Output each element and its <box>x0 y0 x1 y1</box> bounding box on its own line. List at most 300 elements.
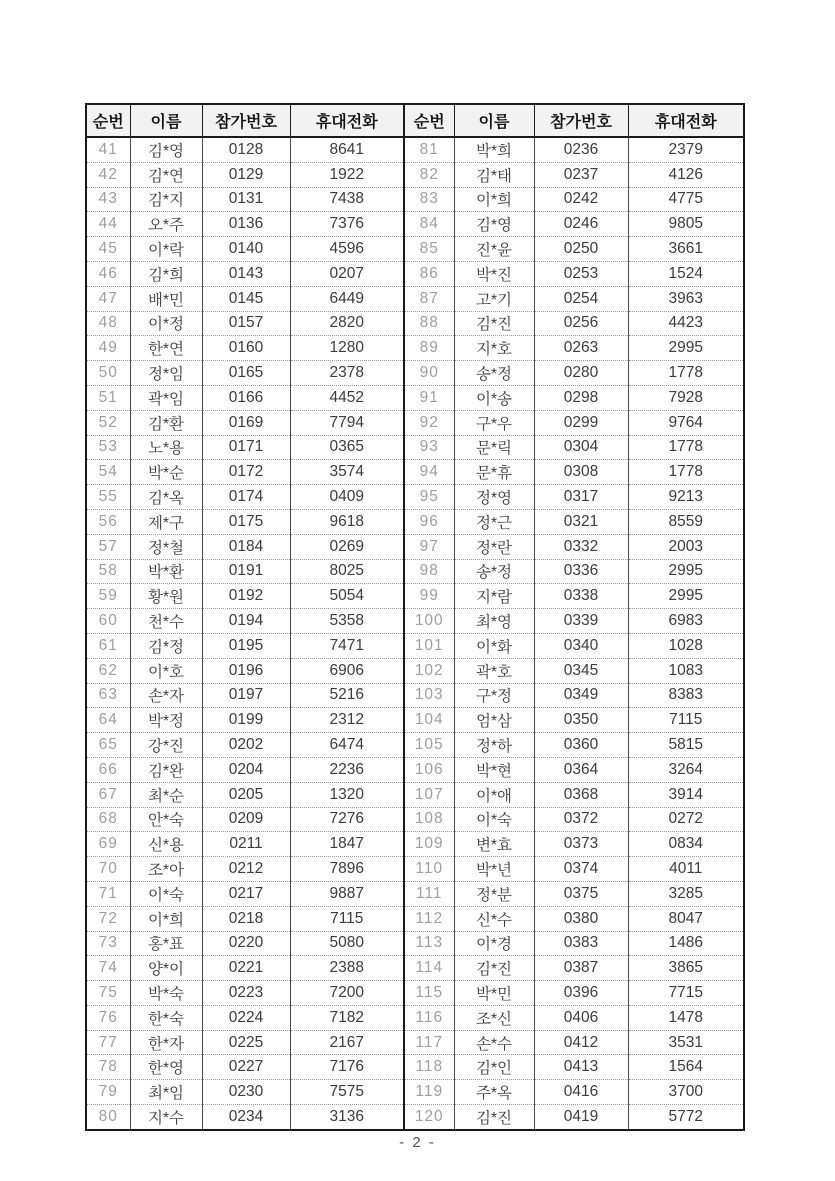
header-seq-left: 순번 <box>86 104 130 137</box>
table-row <box>86 336 744 361</box>
number-cell: 0230 <box>202 1080 290 1105</box>
phone-cell: 6906 <box>290 658 404 683</box>
number-cell: 0339 <box>534 609 628 634</box>
phone-cell: 1028 <box>628 633 744 658</box>
number-cell: 0383 <box>534 931 628 956</box>
phone-cell: 5216 <box>290 683 404 708</box>
number-cell: 0253 <box>534 261 628 286</box>
number-cell: 0209 <box>202 807 290 832</box>
name-cell: 조*신 <box>454 1005 534 1030</box>
phone-cell: 1280 <box>290 336 404 361</box>
number-cell: 0218 <box>202 906 290 931</box>
name-cell: 박*숙 <box>130 981 202 1006</box>
table-row <box>86 733 744 758</box>
table-row <box>86 956 744 981</box>
table-row <box>86 435 744 460</box>
number-cell: 0212 <box>202 857 290 882</box>
phone-cell: 1778 <box>628 460 744 485</box>
table-row <box>86 757 744 782</box>
phone-cell: 1524 <box>628 261 744 286</box>
name-cell: 한*숙 <box>130 1005 202 1030</box>
table-row <box>86 261 744 286</box>
name-cell: 이*화 <box>454 633 534 658</box>
phone-cell: 0272 <box>628 807 744 832</box>
table-row <box>86 584 744 609</box>
name-cell: 엄*삼 <box>454 708 534 733</box>
number-cell: 0280 <box>534 361 628 386</box>
number-cell: 0298 <box>534 385 628 410</box>
seq-cell: 67 <box>86 782 130 807</box>
number-cell: 0373 <box>534 832 628 857</box>
seq-cell: 60 <box>86 609 130 634</box>
name-cell: 송*정 <box>454 361 534 386</box>
name-cell: 김*환 <box>130 410 202 435</box>
seq-cell: 59 <box>86 584 130 609</box>
phone-cell: 9805 <box>628 212 744 237</box>
seq-cell: 66 <box>86 757 130 782</box>
phone-cell: 3531 <box>628 1030 744 1055</box>
seq-cell: 83 <box>404 187 454 212</box>
number-cell: 0165 <box>202 361 290 386</box>
table-row <box>86 460 744 485</box>
table-row <box>86 981 744 1006</box>
seq-cell: 69 <box>86 832 130 857</box>
table-row <box>86 485 744 510</box>
table-row <box>86 633 744 658</box>
table-row <box>86 162 744 187</box>
phone-cell: 1778 <box>628 361 744 386</box>
seq-cell: 108 <box>404 807 454 832</box>
number-cell: 0169 <box>202 410 290 435</box>
table-row <box>86 237 744 262</box>
table-row <box>86 881 744 906</box>
number-cell: 0217 <box>202 881 290 906</box>
number-cell: 0256 <box>534 311 628 336</box>
header-phone-right: 휴대전화 <box>628 104 744 137</box>
number-cell: 0145 <box>202 286 290 311</box>
name-cell: 지*호 <box>454 336 534 361</box>
seq-cell: 110 <box>404 857 454 882</box>
phone-cell: 0207 <box>290 261 404 286</box>
phone-cell: 7176 <box>290 1055 404 1080</box>
phone-cell: 7715 <box>628 981 744 1006</box>
number-cell: 0380 <box>534 906 628 931</box>
table-row <box>86 212 744 237</box>
table-row <box>86 1080 744 1105</box>
seq-cell: 97 <box>404 534 454 559</box>
number-cell: 0372 <box>534 807 628 832</box>
phone-cell: 2167 <box>290 1030 404 1055</box>
table-row <box>86 410 744 435</box>
name-cell: 제*구 <box>130 509 202 534</box>
name-cell: 최*순 <box>130 782 202 807</box>
phone-cell: 9618 <box>290 509 404 534</box>
name-cell: 한*자 <box>130 1030 202 1055</box>
name-cell: 주*옥 <box>454 1080 534 1105</box>
phone-cell: 0834 <box>628 832 744 857</box>
name-cell: 조*아 <box>130 857 202 882</box>
seq-cell: 44 <box>86 212 130 237</box>
number-cell: 0223 <box>202 981 290 1006</box>
seq-cell: 109 <box>404 832 454 857</box>
table-row <box>86 559 744 584</box>
seq-cell: 63 <box>86 683 130 708</box>
name-cell: 정*분 <box>454 881 534 906</box>
number-cell: 0242 <box>534 187 628 212</box>
table-row <box>86 683 744 708</box>
name-cell: 문*릭 <box>454 435 534 460</box>
table-row <box>86 658 744 683</box>
number-cell: 0225 <box>202 1030 290 1055</box>
seq-cell: 71 <box>86 881 130 906</box>
number-cell: 0412 <box>534 1030 628 1055</box>
seq-cell: 45 <box>86 237 130 262</box>
name-cell: 노*용 <box>130 435 202 460</box>
seq-cell: 70 <box>86 857 130 882</box>
name-cell: 김*영 <box>454 212 534 237</box>
table-row <box>86 1055 744 1080</box>
phone-cell: 7182 <box>290 1005 404 1030</box>
phone-cell: 8641 <box>290 137 404 162</box>
number-cell: 0304 <box>534 435 628 460</box>
phone-cell: 1478 <box>628 1005 744 1030</box>
number-cell: 0140 <box>202 237 290 262</box>
number-cell: 0199 <box>202 708 290 733</box>
name-cell: 박*희 <box>454 137 534 162</box>
seq-cell: 120 <box>404 1105 454 1130</box>
table-row <box>86 807 744 832</box>
seq-cell: 105 <box>404 733 454 758</box>
phone-cell: 3285 <box>628 881 744 906</box>
name-cell: 배*민 <box>130 286 202 311</box>
number-cell: 0416 <box>534 1080 628 1105</box>
number-cell: 0345 <box>534 658 628 683</box>
number-cell: 0157 <box>202 311 290 336</box>
seq-cell: 68 <box>86 807 130 832</box>
name-cell: 신*용 <box>130 832 202 857</box>
name-cell: 진*윤 <box>454 237 534 262</box>
seq-cell: 104 <box>404 708 454 733</box>
number-cell: 0195 <box>202 633 290 658</box>
number-cell: 0204 <box>202 757 290 782</box>
number-cell: 0350 <box>534 708 628 733</box>
phone-cell: 3700 <box>628 1080 744 1105</box>
number-cell: 0237 <box>534 162 628 187</box>
table-row <box>86 361 744 386</box>
phone-cell: 7794 <box>290 410 404 435</box>
name-cell: 김*영 <box>130 137 202 162</box>
phone-cell: 2995 <box>628 584 744 609</box>
table-row <box>86 286 744 311</box>
table-row <box>86 1105 744 1130</box>
number-cell: 0374 <box>534 857 628 882</box>
name-cell: 김*진 <box>454 311 534 336</box>
seq-cell: 98 <box>404 559 454 584</box>
number-cell: 0175 <box>202 509 290 534</box>
table-row <box>86 708 744 733</box>
name-cell: 김*옥 <box>130 485 202 510</box>
phone-cell: 3264 <box>628 757 744 782</box>
name-cell: 문*휴 <box>454 460 534 485</box>
phone-cell: 1564 <box>628 1055 744 1080</box>
phone-cell: 5772 <box>628 1105 744 1130</box>
number-cell: 0128 <box>202 137 290 162</box>
phone-cell: 3136 <box>290 1105 404 1130</box>
number-cell: 0317 <box>534 485 628 510</box>
phone-cell: 6474 <box>290 733 404 758</box>
number-cell: 0143 <box>202 261 290 286</box>
name-cell: 정*란 <box>454 534 534 559</box>
number-cell: 0332 <box>534 534 628 559</box>
seq-cell: 87 <box>404 286 454 311</box>
phone-cell: 8047 <box>628 906 744 931</box>
name-cell: 홍*표 <box>130 931 202 956</box>
seq-cell: 107 <box>404 782 454 807</box>
table-row <box>86 1030 744 1055</box>
seq-cell: 52 <box>86 410 130 435</box>
phone-cell: 2003 <box>628 534 744 559</box>
phone-cell: 4596 <box>290 237 404 262</box>
seq-cell: 86 <box>404 261 454 286</box>
name-cell: 김*완 <box>130 757 202 782</box>
number-cell: 0205 <box>202 782 290 807</box>
phone-cell: 6983 <box>628 609 744 634</box>
name-cell: 손*자 <box>130 683 202 708</box>
phone-cell: 1320 <box>290 782 404 807</box>
seq-cell: 117 <box>404 1030 454 1055</box>
header-phone-left: 휴대전화 <box>290 104 404 137</box>
seq-cell: 64 <box>86 708 130 733</box>
name-cell: 박*정 <box>130 708 202 733</box>
seq-cell: 106 <box>404 757 454 782</box>
number-cell: 0321 <box>534 509 628 534</box>
phone-cell: 4126 <box>628 162 744 187</box>
seq-cell: 82 <box>404 162 454 187</box>
seq-cell: 78 <box>86 1055 130 1080</box>
number-cell: 0419 <box>534 1105 628 1130</box>
number-cell: 0197 <box>202 683 290 708</box>
seq-cell: 48 <box>86 311 130 336</box>
phone-cell: 2995 <box>628 336 744 361</box>
number-cell: 0196 <box>202 658 290 683</box>
table-row <box>86 782 744 807</box>
table-row <box>86 509 744 534</box>
name-cell: 오*주 <box>130 212 202 237</box>
phone-cell: 2820 <box>290 311 404 336</box>
phone-cell: 7471 <box>290 633 404 658</box>
table-header-row <box>86 104 744 137</box>
seq-cell: 93 <box>404 435 454 460</box>
seq-cell: 101 <box>404 633 454 658</box>
name-cell: 박*진 <box>454 261 534 286</box>
number-cell: 0254 <box>534 286 628 311</box>
number-cell: 0174 <box>202 485 290 510</box>
name-cell: 최*영 <box>454 609 534 634</box>
name-cell: 안*숙 <box>130 807 202 832</box>
phone-cell: 9213 <box>628 485 744 510</box>
seq-cell: 57 <box>86 534 130 559</box>
phone-cell: 5815 <box>628 733 744 758</box>
phone-cell: 6449 <box>290 286 404 311</box>
seq-cell: 42 <box>86 162 130 187</box>
phone-cell: 9887 <box>290 881 404 906</box>
table-row <box>86 1005 744 1030</box>
phone-cell: 0409 <box>290 485 404 510</box>
phone-cell: 3865 <box>628 956 744 981</box>
name-cell: 이*희 <box>454 187 534 212</box>
phone-cell: 3914 <box>628 782 744 807</box>
seq-cell: 94 <box>404 460 454 485</box>
name-cell: 정*하 <box>454 733 534 758</box>
name-cell: 지*수 <box>130 1105 202 1130</box>
seq-cell: 75 <box>86 981 130 1006</box>
seq-cell: 85 <box>404 237 454 262</box>
seq-cell: 114 <box>404 956 454 981</box>
name-cell: 김*희 <box>130 261 202 286</box>
number-cell: 0184 <box>202 534 290 559</box>
header-name-right: 이름 <box>454 104 534 137</box>
number-cell: 0194 <box>202 609 290 634</box>
seq-cell: 62 <box>86 658 130 683</box>
name-cell: 이*경 <box>454 931 534 956</box>
phone-cell: 1922 <box>290 162 404 187</box>
seq-cell: 46 <box>86 261 130 286</box>
phone-cell: 1486 <box>628 931 744 956</box>
seq-cell: 92 <box>404 410 454 435</box>
name-cell: 지*람 <box>454 584 534 609</box>
name-cell: 한*영 <box>130 1055 202 1080</box>
name-cell: 이*락 <box>130 237 202 262</box>
seq-cell: 41 <box>86 137 130 162</box>
name-cell: 김*태 <box>454 162 534 187</box>
seq-cell: 79 <box>86 1080 130 1105</box>
seq-cell: 119 <box>404 1080 454 1105</box>
seq-cell: 55 <box>86 485 130 510</box>
number-cell: 0336 <box>534 559 628 584</box>
number-cell: 0129 <box>202 162 290 187</box>
number-cell: 0171 <box>202 435 290 460</box>
name-cell: 박*순 <box>130 460 202 485</box>
phone-cell: 2378 <box>290 361 404 386</box>
phone-cell: 7276 <box>290 807 404 832</box>
phone-cell: 9764 <box>628 410 744 435</box>
seq-cell: 74 <box>86 956 130 981</box>
number-cell: 0338 <box>534 584 628 609</box>
number-cell: 0220 <box>202 931 290 956</box>
name-cell: 김*인 <box>454 1055 534 1080</box>
number-cell: 0211 <box>202 832 290 857</box>
phone-cell: 4775 <box>628 187 744 212</box>
name-cell: 이*정 <box>130 311 202 336</box>
phone-cell: 5080 <box>290 931 404 956</box>
number-cell: 0192 <box>202 584 290 609</box>
phone-cell: 2388 <box>290 956 404 981</box>
seq-cell: 81 <box>404 137 454 162</box>
seq-cell: 65 <box>86 733 130 758</box>
seq-cell: 100 <box>404 609 454 634</box>
name-cell: 정*근 <box>454 509 534 534</box>
number-cell: 0364 <box>534 757 628 782</box>
phone-cell: 8383 <box>628 683 744 708</box>
name-cell: 강*진 <box>130 733 202 758</box>
name-cell: 고*기 <box>454 286 534 311</box>
seq-cell: 43 <box>86 187 130 212</box>
phone-cell: 7575 <box>290 1080 404 1105</box>
name-cell: 김*진 <box>454 1105 534 1130</box>
phone-cell: 2995 <box>628 559 744 584</box>
number-cell: 0250 <box>534 237 628 262</box>
number-cell: 0160 <box>202 336 290 361</box>
seq-cell: 72 <box>86 906 130 931</box>
seq-cell: 103 <box>404 683 454 708</box>
phone-cell: 7896 <box>290 857 404 882</box>
name-cell: 김*정 <box>130 633 202 658</box>
phone-cell: 7115 <box>628 708 744 733</box>
seq-cell: 47 <box>86 286 130 311</box>
name-cell: 구*우 <box>454 410 534 435</box>
seq-cell: 61 <box>86 633 130 658</box>
number-cell: 0263 <box>534 336 628 361</box>
table-row <box>86 931 744 956</box>
phone-cell: 1778 <box>628 435 744 460</box>
phone-cell: 2312 <box>290 708 404 733</box>
phone-cell: 3661 <box>628 237 744 262</box>
name-cell: 곽*호 <box>454 658 534 683</box>
number-cell: 0299 <box>534 410 628 435</box>
seq-cell: 113 <box>404 931 454 956</box>
header-number-right: 참가번호 <box>534 104 628 137</box>
table-row <box>86 187 744 212</box>
participants-table <box>85 103 745 1131</box>
seq-cell: 91 <box>404 385 454 410</box>
name-cell: 신*수 <box>454 906 534 931</box>
name-cell: 박*년 <box>454 857 534 882</box>
phone-cell: 7928 <box>628 385 744 410</box>
phone-cell: 8025 <box>290 559 404 584</box>
number-cell: 0131 <box>202 187 290 212</box>
name-cell: 한*연 <box>130 336 202 361</box>
name-cell: 송*정 <box>454 559 534 584</box>
seq-cell: 96 <box>404 509 454 534</box>
name-cell: 김*진 <box>454 956 534 981</box>
name-cell: 최*임 <box>130 1080 202 1105</box>
name-cell: 손*수 <box>454 1030 534 1055</box>
seq-cell: 76 <box>86 1005 130 1030</box>
number-cell: 0413 <box>534 1055 628 1080</box>
name-cell: 정*영 <box>454 485 534 510</box>
seq-cell: 51 <box>86 385 130 410</box>
phone-cell: 8559 <box>628 509 744 534</box>
number-cell: 0236 <box>534 137 628 162</box>
name-cell: 이*호 <box>130 658 202 683</box>
name-cell: 박*현 <box>454 757 534 782</box>
seq-cell: 115 <box>404 981 454 1006</box>
number-cell: 0387 <box>534 956 628 981</box>
seq-cell: 102 <box>404 658 454 683</box>
header-seq-right: 순번 <box>404 104 454 137</box>
seq-cell: 80 <box>86 1105 130 1130</box>
seq-cell: 99 <box>404 584 454 609</box>
number-cell: 0191 <box>202 559 290 584</box>
name-cell: 정*임 <box>130 361 202 386</box>
name-cell: 박*환 <box>130 559 202 584</box>
number-cell: 0221 <box>202 956 290 981</box>
name-cell: 천*수 <box>130 609 202 634</box>
name-cell: 양*이 <box>130 956 202 981</box>
name-cell: 이*희 <box>130 906 202 931</box>
seq-cell: 56 <box>86 509 130 534</box>
phone-cell: 4011 <box>628 857 744 882</box>
